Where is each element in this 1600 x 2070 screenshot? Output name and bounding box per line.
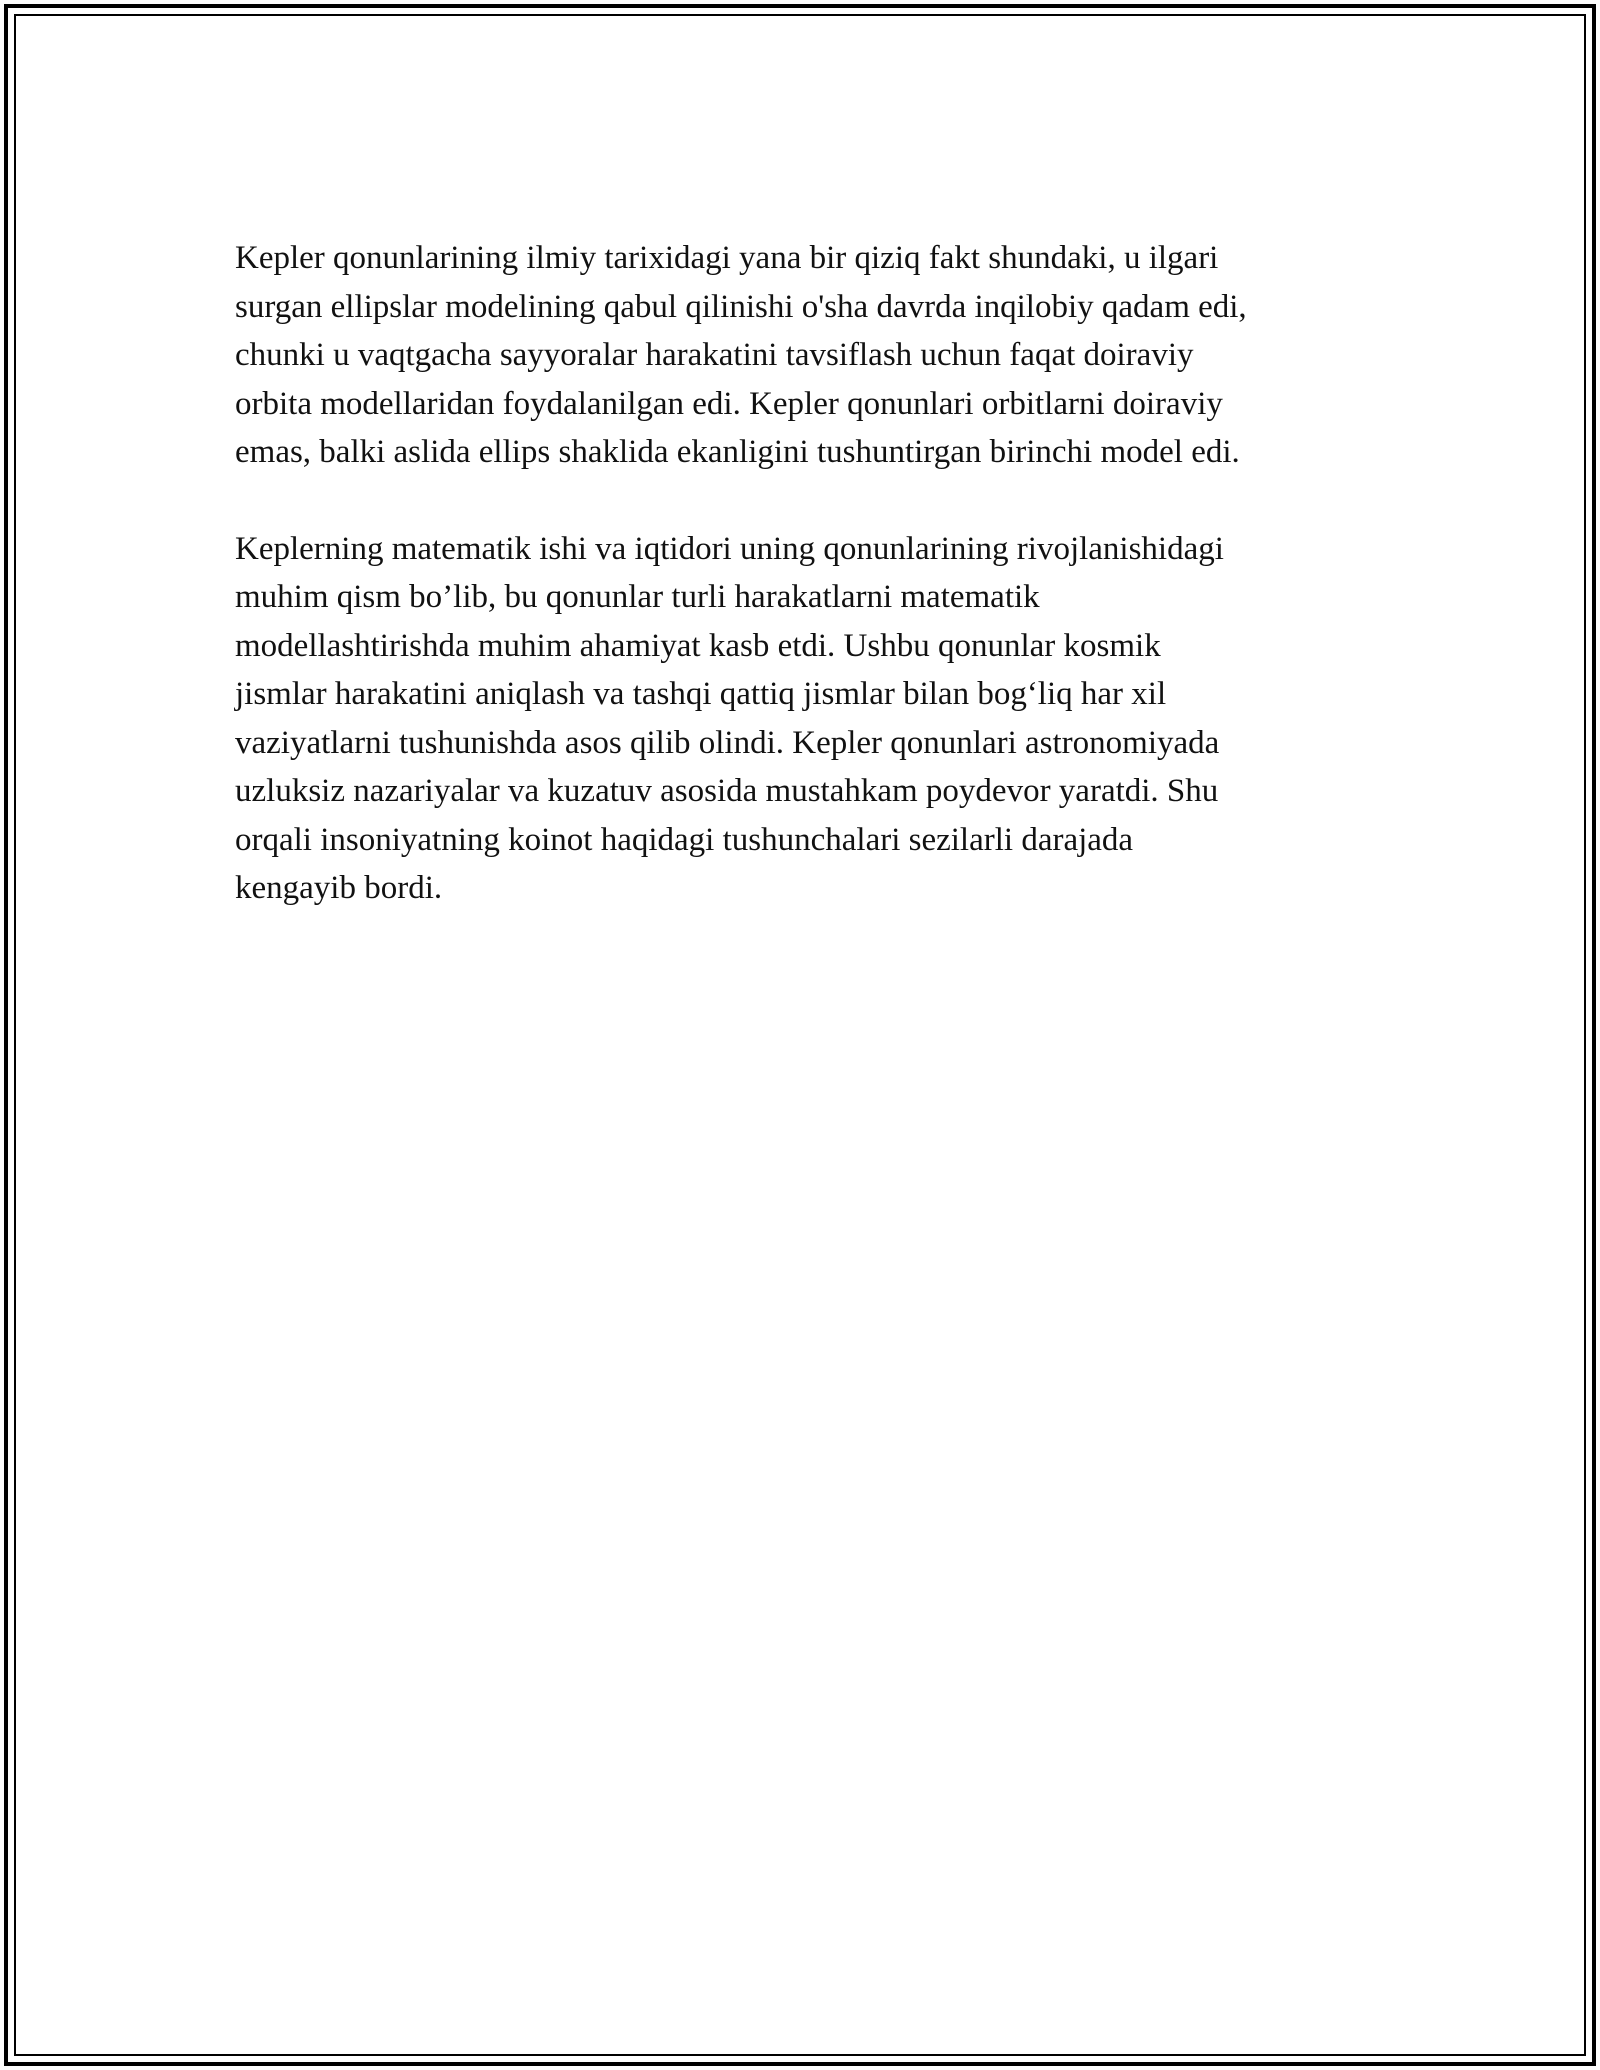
- paragraph-2: [235, 525, 1365, 913]
- paragraph-line: vaziyatlarni tushunishda asos qilib olindi. Kepler qonunlari astronomiyada: [235, 724, 1220, 761]
- paragraph-line: jismlar harakatini aniqlash va tashqi qattiq jismlar bilan bog‘liq har xil: [235, 676, 1167, 712]
- paragraph-line: kengayib bordi.: [235, 870, 443, 906]
- paragraph-line: surgan ellipslar modelining qabul qilinishi o'sha davrda inqilobiy qadam edi,: [235, 288, 1247, 325]
- paragraph-line: modellashtirishda muhim ahamiyat kasb etdi. Ushbu qonunlar kosmik: [235, 627, 1161, 664]
- paragraph-line: Keplerning matematik ishi va iqtidori uning qonunlarining rivojlanishidagi: [235, 530, 1224, 567]
- paragraph-1: [235, 234, 1365, 477]
- paragraph-line: uzluksiz nazariyalar va kuzatuv asosida mustahkam poydevor yaratdi. Shu: [235, 773, 1219, 809]
- paragraph-line: chunki u vaqtgacha sayyoralar harakatini tavsiflash uchun faqat doiraviy: [235, 337, 1194, 373]
- paragraph-line: orqali insoniyatning koinot haqidagi tushunchalari sezilarli darajada: [235, 821, 1134, 858]
- document-body: [235, 234, 1365, 961]
- paragraph-line: orbita modellaridan foydalanilgan edi. Kepler qonunlari orbitlarni doiraviy: [235, 385, 1223, 422]
- paragraph-line: Kepler qonunlarining ilmiy tarixidagi yana bir qiziq fakt shundaki, u ilgari: [235, 240, 1219, 276]
- paragraph-line: muhim qism bo’lib, bu qonunlar turli harakatlarni matematik: [235, 579, 1040, 615]
- paragraph-line: emas, balki aslida ellips shaklida ekanligini tushuntirgan birinchi model edi.: [235, 434, 1240, 470]
